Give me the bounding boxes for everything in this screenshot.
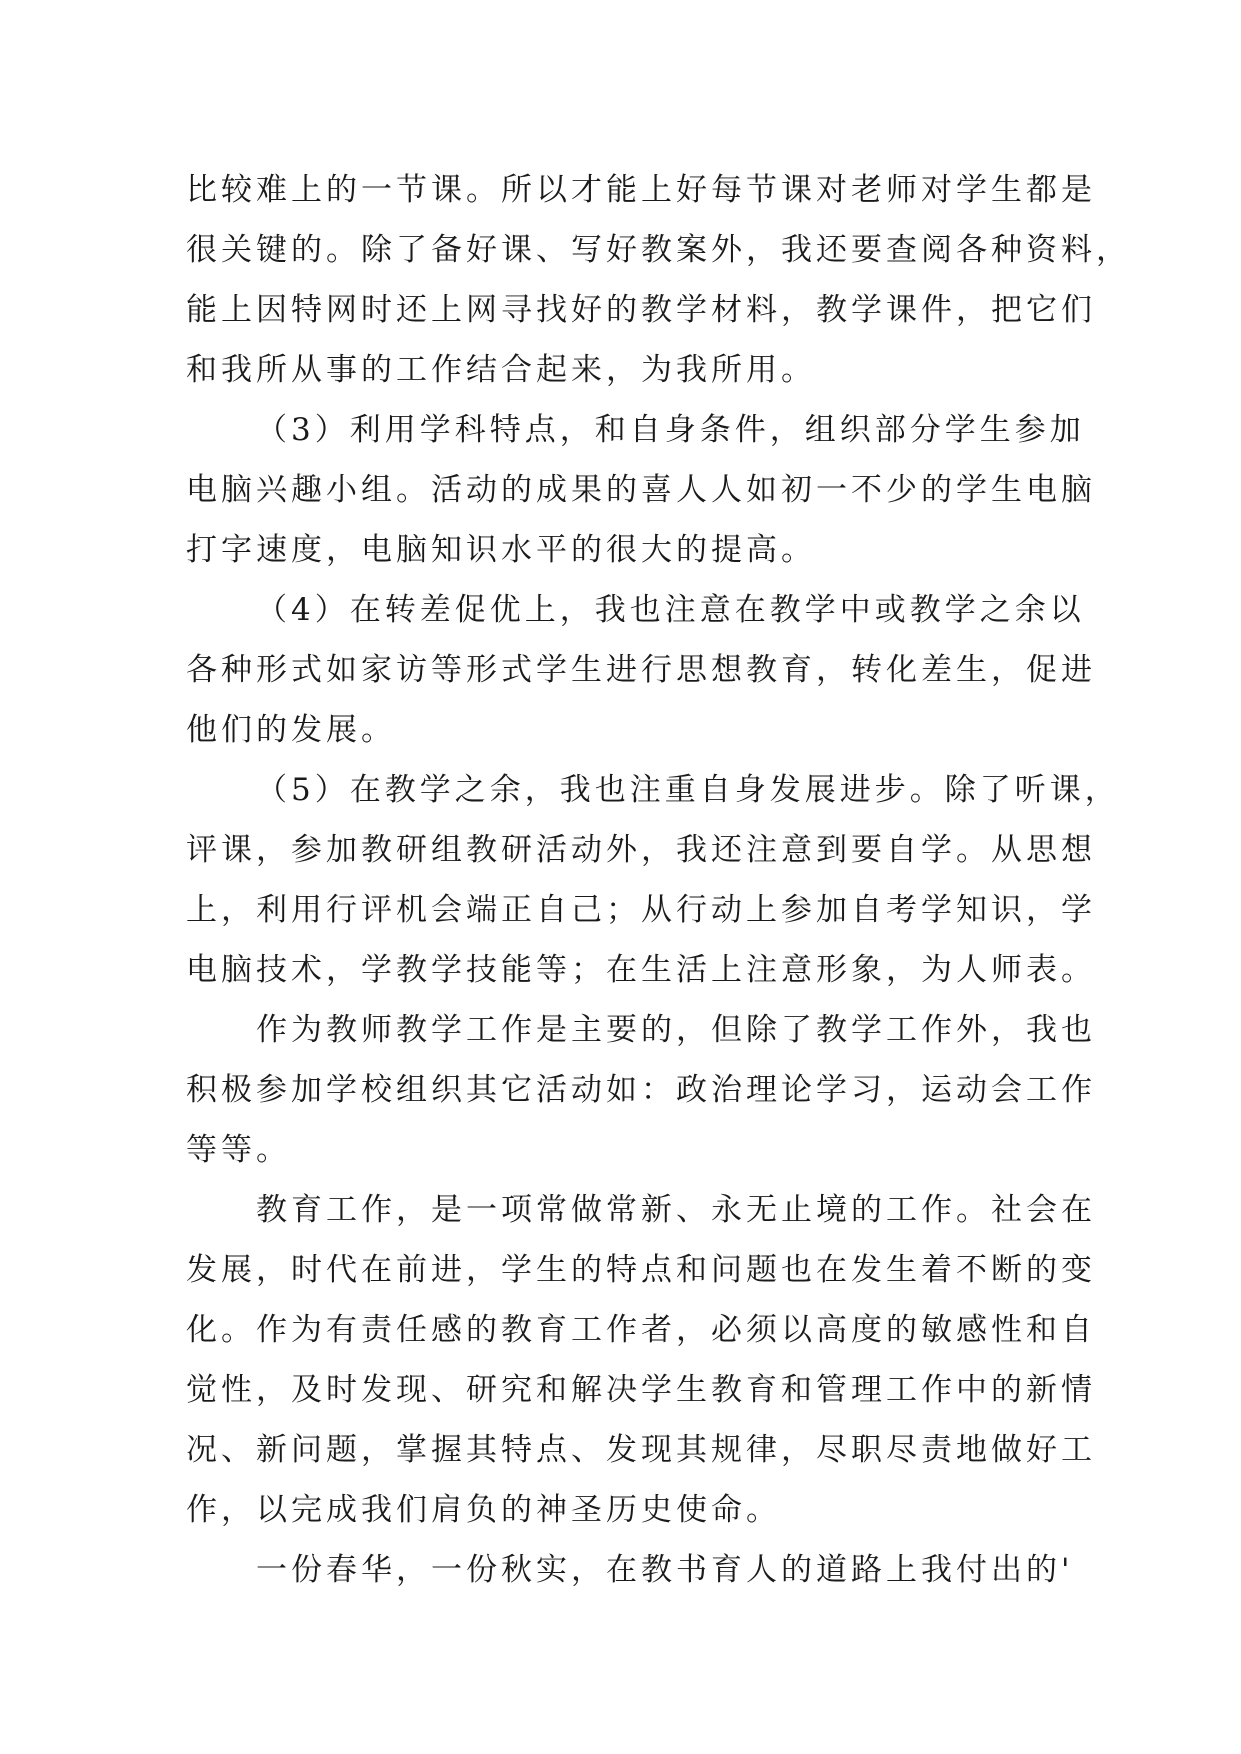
text-line: 况、新问题，掌握其特点、发现其规律，尽职尽责地做好工 [186, 1432, 1096, 1468]
text-line: 上，利用行评机会端正自己；从行动上参加自考学知识，学 [186, 892, 1096, 928]
paragraph-first-line: 一份春华，一份秋实，在教书育人的道路上我付出的' [256, 1552, 1074, 1588]
text-line: 他们的发展。 [186, 712, 396, 748]
text-line: 等等。 [186, 1132, 291, 1168]
text-line: 电脑技术，学教学技能等；在生活上注意形象，为人师表。 [186, 952, 1096, 988]
text-line: 化。作为有责任感的教育工作者，必须以高度的敏感性和自 [186, 1312, 1096, 1348]
text-line: 积极参加学校组织其它活动如：政治理论学习，运动会工作 [186, 1072, 1096, 1108]
text-line: 和我所从事的工作结合起来，为我所用。 [186, 352, 816, 388]
paragraph-first-line: 作为教师教学工作是主要的，但除了教学工作外，我也 [256, 1012, 1096, 1048]
paragraph-first-line: 教育工作，是一项常做常新、永无止境的工作。社会在 [256, 1192, 1096, 1228]
text-line: 作，以完成我们肩负的神圣历史使命。 [186, 1492, 781, 1528]
paragraph-first-line: （4）在转差促优上，我也注意在教学中或教学之余以 [256, 592, 1085, 628]
paragraph-first-line: （5）在教学之余，我也注重自身发展进步。除了听课， [256, 772, 1120, 808]
text-line: 打字速度，电脑知识水平的很大的提高。 [186, 532, 816, 568]
text-line: 能上因特网时还上网寻找好的教学材料，教学课件，把它们 [186, 292, 1096, 328]
text-line: 发展，时代在前进，学生的特点和问题也在发生着不断的变 [186, 1252, 1096, 1288]
text-line: 各种形式如家访等形式学生进行思想教育，转化差生，促进 [186, 652, 1096, 688]
body-text [186, 160, 1131, 1600]
text-line: 觉性，及时发现、研究和解决学生教育和管理工作中的新情 [186, 1372, 1096, 1408]
text-line: 电脑兴趣小组。活动的成果的喜人人如初一不少的学生电脑 [186, 472, 1096, 508]
text-line: 比较难上的一节课。所以才能上好每节课对老师对学生都是 [186, 172, 1096, 208]
text-line: 很关键的。除了备好课、写好教案外，我还要查阅各种资料， [186, 232, 1131, 268]
paragraph-first-line: （3）利用学科特点，和自身条件，组织部分学生参加 [256, 412, 1085, 448]
text-line: 评课，参加教研组教研活动外，我还注意到要自学。从思想 [186, 832, 1096, 868]
